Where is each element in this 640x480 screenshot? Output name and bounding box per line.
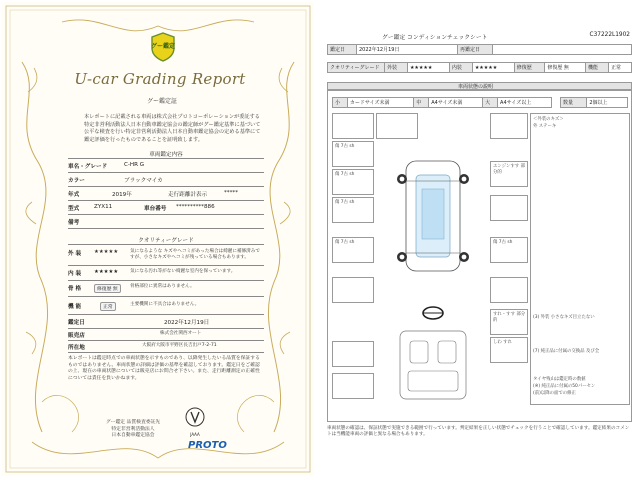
diagram-panel bbox=[327, 90, 632, 422]
gu-appraisal-badge bbox=[150, 32, 176, 62]
sheet-code: C37222L1902 bbox=[589, 32, 630, 38]
sheet-bottom-note: 車両状態の確認は、保証状態で実施できる範囲で行っています。判定結果を正しい状態でチェックを行うことで確認しています。鑑定結果のコメントは当機能車両の評価と異なる場合もあります。 bbox=[327, 426, 630, 438]
row-remarks: 備考 bbox=[68, 220, 80, 226]
row-type-chassis: 型式 ZYX11 車台番号 **********886 bbox=[68, 204, 215, 212]
vehicle-section-heading: 車両鑑定内容 bbox=[149, 152, 183, 158]
proto-logo: PROTO bbox=[188, 440, 227, 451]
photo-box: しわ すれ bbox=[490, 337, 528, 363]
photo-box: 傷 7古 sh bbox=[332, 237, 374, 263]
footnote: 本レポートは鑑定時点での車両状態を示すものであり、以降発生したいる品質を保証するものではありません。車両状態の詳細は評価の基準を確認しております。鑑定日をご確認の上、現在の車両状態については販売店にお問合せ下さい。また、走行距離測定の正確性については責任を負いかねます。 bbox=[68, 356, 260, 381]
row-appraisal-date: 鑑定日 2022年12月19日 bbox=[68, 320, 210, 326]
row-dealer: 販売店 株式会社関西オート bbox=[68, 331, 202, 339]
photo-box bbox=[332, 341, 374, 367]
notes-column: ＜外装のキズ＞ 外 ステーキ (3) 外装 小さなキズ目立たない タイヤ残山は鑑定時の数値 (※) 純正品に付属の50パーセン (前)以降の面での修正 (7) 純正品に付属の交換品 及び全 bbox=[530, 113, 630, 405]
photo-box bbox=[490, 195, 528, 221]
date-table: 鑑定日 2022年12月19日 再鑑定日 bbox=[327, 44, 632, 55]
quality-section-heading: クオリティーグレード bbox=[138, 238, 194, 244]
grade-table: クオリティーグレード 外装 ★★★★★ 内装 ★★★★★ 修復歴 修復歴 無 機能 正常 bbox=[327, 62, 632, 73]
report-title: U-car Grading Report bbox=[74, 70, 246, 88]
row-frame: 骨 格 修復歴 無 骨格部位に異常はありません。 bbox=[68, 284, 195, 292]
row-mechanical: 機 能 正常 主要機関に不具合はありません。 bbox=[68, 302, 200, 310]
report-subtitle: グー鑑定証 bbox=[146, 98, 177, 105]
photo-box: 傷 7古 sh bbox=[332, 169, 374, 195]
photo-box: すれ・すす 部分的 bbox=[490, 309, 528, 335]
grading-certificate bbox=[2, 2, 314, 476]
photo-box: エンジンすす 部分的 bbox=[490, 161, 528, 187]
photo-box bbox=[490, 277, 528, 303]
state-header: 車両状態の説明 bbox=[327, 82, 632, 90]
row-year-mileage: 年式 2019年 走行距離計表示 ***** bbox=[68, 190, 238, 198]
car-diagram bbox=[380, 141, 486, 401]
quantity-legend: 数量 2個以上 bbox=[560, 97, 628, 108]
row-address: 所在地 大阪府大阪市平野区長吉出戸7-2-71 bbox=[68, 343, 217, 351]
sheet-title: グー鑑定 コンディションチェックシート bbox=[382, 35, 488, 41]
row-exterior: 外 装 ★★★★★ 気になるような キズやヘコミがあった場合は綺麗に補修済みですが、小さなキズやヘコミが残っている場合もあります。 bbox=[68, 249, 260, 260]
photo-box bbox=[332, 277, 374, 303]
photo-box bbox=[332, 113, 374, 139]
photo-box bbox=[490, 113, 528, 139]
jaaa-logo: JAAA bbox=[184, 406, 206, 436]
photo-box bbox=[332, 373, 374, 399]
photo-box: 傷 7古 sh bbox=[490, 237, 528, 263]
badge-text: グー鑑定 bbox=[150, 43, 176, 50]
photo-box bbox=[376, 113, 418, 139]
condition-check-sheet bbox=[322, 2, 638, 478]
photo-box: 傷 7古 sh bbox=[332, 141, 374, 167]
row-model: 車名・グレード C-HR G bbox=[68, 162, 145, 170]
intro-paragraph: 本レポートに記載される車両は株式会社プロトコーポレーションが委託する特定非営利活動法人日本自動車鑑定協会の鑑定師がグー鑑定基準に基づいて公平な検査を行い特定非営利活動法人日本自動車鑑定協会の定める基準にて鑑定評価を行ったものであることを証明致します。 bbox=[84, 114, 261, 143]
row-color: カラー ブラックマイカ bbox=[68, 178, 163, 184]
sponsor-block: グー鑑定 品質検査委託先 特定非営利活動法人 日本自動車鑑定協会 bbox=[105, 420, 161, 439]
photo-box: 傷 7古 sh bbox=[332, 197, 374, 223]
size-legend: 小 カードサイズ未満 中 A4サイズ未満 大 A4サイズ以上 bbox=[332, 97, 552, 108]
row-interior: 内 装 ★★★★★ 気になる汚れ等がない綺麗な室内を保っています。 bbox=[68, 269, 236, 277]
